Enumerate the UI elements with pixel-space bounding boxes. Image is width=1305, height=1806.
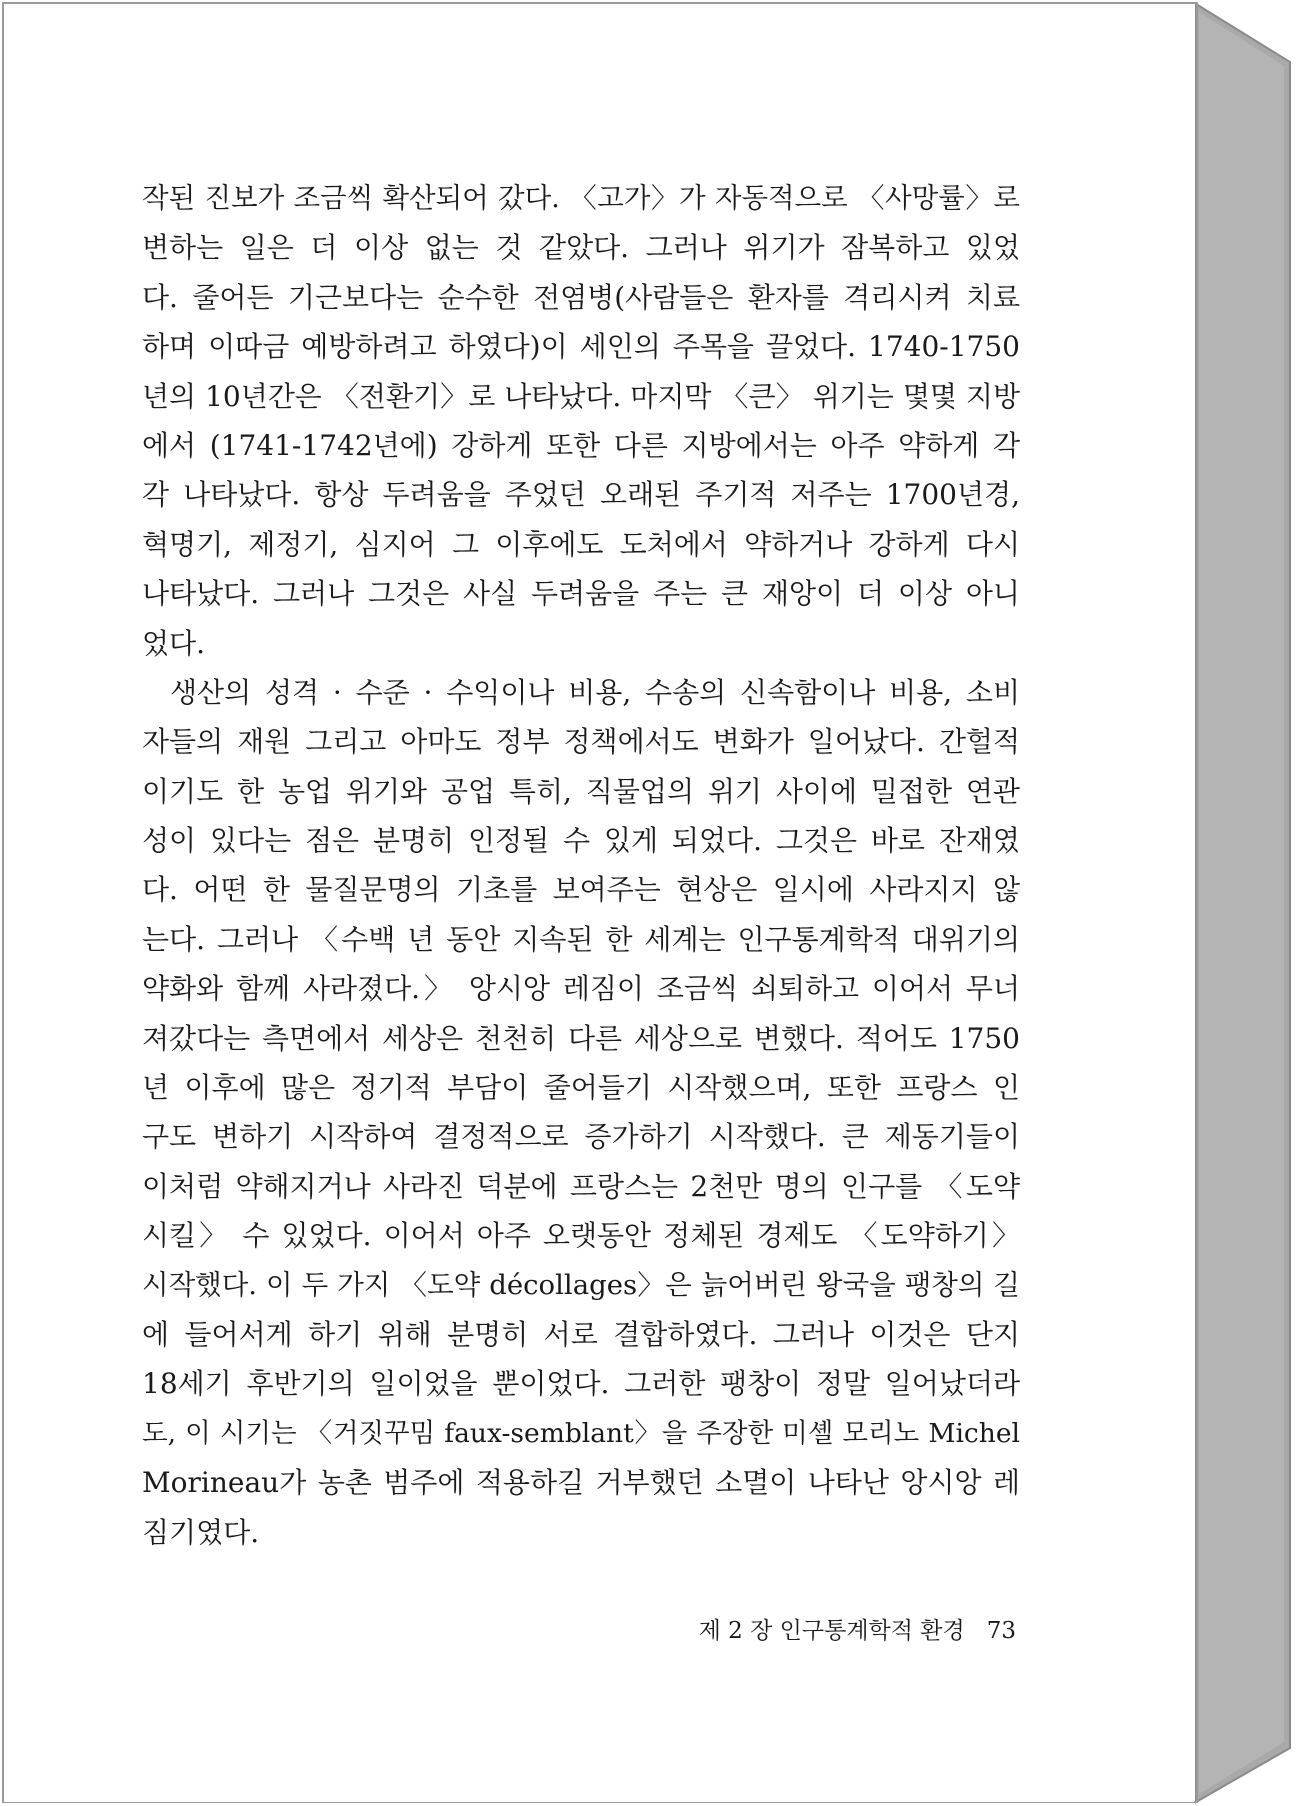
text-line: 었다. bbox=[142, 626, 205, 660]
text-line: 시킬〉 수 있었다. 이어서 아주 오랫동안 정체된 경제도 〈도약하기〉 bbox=[142, 1219, 1020, 1253]
text-line: 도, 이 시기는 〈거짓꾸밈 faux-semblant〉을 주장한 미셸 모리노 Michel bbox=[142, 1417, 1020, 1449]
paragraph bbox=[142, 668, 1020, 1557]
text-line: 이기도 한 농업 위기와 공업 특히, 직물업의 위기 사이에 밀접한 연관 bbox=[142, 774, 1020, 808]
text-line: 약화와 함께 사라졌다.〉 앙시앙 레짐이 조금씩 쇠퇴하고 이어서 무너 bbox=[142, 972, 1020, 1006]
book-page bbox=[4, 4, 1194, 1802]
text-line: 져갔다는 측면에서 세상은 천천히 다른 세상으로 변했다. 적어도 1750 bbox=[142, 1021, 1020, 1055]
paragraph bbox=[142, 174, 1020, 668]
text-line: 생산의 성격 · 수준 · 수익이나 비용, 수송의 신속함이나 비용, 소비 bbox=[170, 675, 1020, 709]
chapter-title: 제 2 장 인구통계학적 환경 bbox=[698, 1618, 965, 1644]
text-line: 나타났다. 그러나 그것은 사실 두려움을 주는 큰 재앙이 더 이상 아니 bbox=[142, 577, 1020, 611]
text-line: 성이 있다는 점은 분명히 인정될 수 있게 되었다. 그것은 바로 잔재였 bbox=[142, 824, 1020, 858]
text-line: 에 들어서게 하기 위해 분명히 서로 결합하였다. 그러나 이것은 단지 bbox=[142, 1317, 1020, 1351]
text-line: 각 나타났다. 항상 두려움을 주었던 오래된 주기적 저주는 1700년경, bbox=[142, 478, 1020, 512]
text-line: 에서 (1741-1742년에) 강하게 또한 다른 지방에서는 아주 약하게 각 bbox=[142, 428, 1020, 462]
text-line: Morineau가 농촌 범주에 적용하길 거부했던 소멸이 나타난 앙시앙 레 bbox=[142, 1466, 1020, 1500]
text-line: 혁명기, 제정기, 심지어 그 이후에도 도처에서 약하거나 강하게 다시 bbox=[142, 527, 1020, 561]
text-line: 변하는 일은 더 이상 없는 것 같았다. 그러나 위기가 잠복하고 있었 bbox=[142, 231, 1020, 265]
text-line: 다. 줄어든 기근보다는 순수한 전염병(사람들은 환자를 격리시켜 치료 bbox=[142, 280, 1020, 314]
text-line: 짐기였다. bbox=[142, 1515, 260, 1549]
text-line: 하며 이따금 예방하려고 하였다)이 세인의 주목을 끌었다. 1740-1750 bbox=[142, 330, 1020, 364]
text-line: 구도 변하기 시작하여 결정적으로 증가하기 시작했다. 큰 제동기들이 bbox=[142, 1120, 1020, 1154]
text-line: 18세기 후반기의 일이었을 뿐이었다. 그러한 팽창이 정말 일어났더라 bbox=[142, 1367, 1020, 1401]
text-line: 다. 어떤 한 물질문명의 기초를 보여주는 현상은 일시에 사라지지 않 bbox=[142, 873, 1020, 907]
page-footer bbox=[699, 1612, 1016, 1645]
body-text bbox=[142, 174, 1020, 1557]
page-number: 73 bbox=[986, 1618, 1016, 1644]
text-line: 시작했다. 이 두 가지 〈도약 décollages〉은 늙어버린 왕국을 팽창의 길 bbox=[142, 1268, 1020, 1301]
text-line: 자들의 재원 그리고 아마도 정부 정책에서도 변화가 일어났다. 간헐적 bbox=[142, 725, 1020, 759]
text-line: 이처럼 약해지거나 사라진 덕분에 프랑스는 2천만 명의 인구를 〈도약 bbox=[142, 1169, 1020, 1203]
text-line: 작된 진보가 조금씩 확산되어 갔다. 〈고가〉가 자동적으로 〈사망률〉로 bbox=[142, 182, 1020, 214]
text-line: 년 이후에 많은 정기적 부담이 줄어들기 시작했으며, 또한 프랑스 인 bbox=[142, 1071, 1020, 1105]
text-line: 년의 10년간은 〈전환기〉로 나타났다. 마지막 〈큰〉 위기는 몇몇 지방 bbox=[142, 379, 1020, 413]
text-line: 는다. 그러나 〈수백 년 동안 지속된 한 세계는 인구통계학적 대위기의 bbox=[142, 922, 1020, 956]
